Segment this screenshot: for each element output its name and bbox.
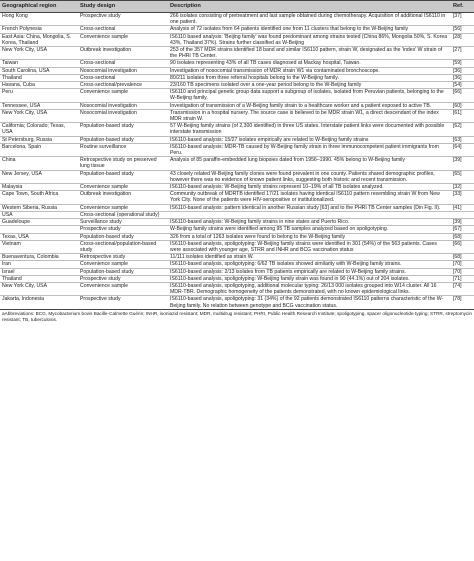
cell-description: Investigation of transmission of a W-Beijing family strain to a healthcare worker and a patient exposed to active TB. <box>168 102 451 109</box>
cell-study-design: Cross-sectional (operational study) <box>78 211 168 218</box>
cell-region: Israel <box>0 268 78 275</box>
cell-ref <box>451 211 474 218</box>
cell-region: Cape Town, South Africa <box>0 191 78 204</box>
cell-ref: [28] <box>451 33 474 46</box>
table-row <box>0 157 474 170</box>
table-row <box>0 282 474 295</box>
table-row <box>0 219 474 226</box>
cell-region: New York City, USA <box>0 282 78 295</box>
cell-description: IS6110-based analysis, spoligotyping: 31 (34%) of the 92 patients demonstrated IS6110 patterns characteristic of the W-Beijing family. No relation between genotype and BCG vaccination status. <box>168 296 451 309</box>
cell-ref: [39] <box>451 157 474 170</box>
cell-description: 43 closely related W-Beijing family clones were found prevalent in one county. Patients shared demographic profiles, however there was no evidence of known patient links, suggesting both historic and recent transmission. <box>168 170 451 183</box>
cell-ref: [68] <box>451 254 474 261</box>
cell-study-design: Convenience sample <box>78 33 168 46</box>
cell-region: Peru <box>0 89 78 102</box>
table-row <box>0 191 474 204</box>
cell-region: China <box>0 157 78 170</box>
table-row <box>0 275 474 282</box>
cell-description: 80/211 isolates from three referral hospitals belong to the W-Beijing family. <box>168 74 451 81</box>
cell-region: Thailand <box>0 275 78 282</box>
cell-ref: [62] <box>451 123 474 136</box>
cell-ref: [56] <box>451 26 474 33</box>
cell-study-design: Cross-sectional/population-based study <box>78 240 168 253</box>
table-row <box>0 184 474 191</box>
cell-description: Investigation of nosocomial transmission of MDR strain W1 via contaminated bronchoscope. <box>168 67 451 74</box>
cell-description: Analysis of 85 paraffin-embedded lung biopsies dated from 1956–1990. 45% belong to W-Beijing family <box>168 157 451 170</box>
cell-region: Taiwan <box>0 60 78 67</box>
cell-description: IS6110-based analysis: W-Beijing family strains represent 10–19% of all TB isolates analyzed. <box>168 184 451 191</box>
table-row <box>0 268 474 275</box>
cell-study-design: Convenience sample <box>78 204 168 211</box>
cell-description: Analysis of 72 isolates from 64 patients identified one from 11 clusters that belong to the W-Beijing family <box>168 26 451 33</box>
table-row <box>0 60 474 67</box>
cell-ref: [68] <box>451 233 474 240</box>
cell-ref: [71] <box>451 275 474 282</box>
cell-region: Buenaventura, Colombia <box>0 254 78 261</box>
cell-ref: [74] <box>451 282 474 295</box>
header-description: Description <box>168 1 451 13</box>
table-row <box>0 226 474 233</box>
table-row <box>0 254 474 261</box>
cell-ref: [78] <box>451 296 474 309</box>
cell-ref: [41] <box>451 204 474 211</box>
cell-study-design: Routine surveillance <box>78 143 168 156</box>
cell-description: IS6110-based analysis: MDR-TB caused by W-Beijing family strain in three immunocompetent patient immigrants from Peru. <box>168 143 451 156</box>
cell-region: French Polynesia <box>0 26 78 33</box>
table-row <box>0 211 474 218</box>
cell-study-design: Retrospective study on preserved lung tissue <box>78 157 168 170</box>
table-row <box>0 170 474 183</box>
cell-region: New Jersey, USA <box>0 170 78 183</box>
cell-description: IS6110-based analysis: W-Beijing family strains in nine states and Puerto Rico. <box>168 219 451 226</box>
cell-description: W-Beijing family strains were identified among 95 TB samples analyzed based on spoligotyping. <box>168 226 451 233</box>
table-row <box>0 136 474 143</box>
cell-study-design: Convenience sample <box>78 261 168 268</box>
cell-ref: [70] <box>451 268 474 275</box>
cell-ref: [63] <box>451 136 474 143</box>
table-row <box>0 47 474 60</box>
table-row <box>0 109 474 122</box>
cell-description: 57 W-Beijing family strains (of 2,300 identified) in three US states. Interstate patient links were documented with possible interstate transmission <box>168 123 451 136</box>
header-study-design: Study design <box>78 1 168 13</box>
cell-description: 326 from a total of 1263 isolates were found to belong to the W-Beijing family <box>168 233 451 240</box>
cell-description: 253 of the 357 MDR strains identified 18 band and similar IS6110 pattern, strain W, designated as the 'index' W strain of the PHRI TB Center. <box>168 47 451 60</box>
cell-description <box>168 211 451 218</box>
header-ref: Ref. <box>451 1 474 13</box>
cell-region <box>0 226 78 233</box>
cell-study-design: Surveillance study <box>78 219 168 226</box>
cell-ref: [54] <box>451 82 474 89</box>
cell-region: Thailand <box>0 74 78 81</box>
cell-region: New York City, USA <box>0 47 78 60</box>
cell-ref: [66] <box>451 240 474 253</box>
cell-ref: [61] <box>451 109 474 122</box>
cell-ref: [64] <box>451 143 474 156</box>
cell-study-design: Population-based study <box>78 268 168 275</box>
cell-study-design: Cross-sectional <box>78 74 168 81</box>
cell-region: East Asia: China, Mongolia, S. Korea, Thailand <box>0 33 78 46</box>
table-body <box>0 13 474 310</box>
cell-description: IS6110-based analysis, spoligotyping: 6/62 TB isolates showed similarity with W-Beijing family strains. <box>168 261 451 268</box>
table-row <box>0 261 474 268</box>
cell-description: 23/160 TB specimens isolated over a one-year period belong to the W-Beijing family <box>168 82 451 89</box>
cell-study-design: Outbreak investigation <box>78 47 168 60</box>
table-row <box>0 67 474 74</box>
cell-description: IS6110-based analysis, spoligotyping: W-Beijing family strain was found in 90 (44.1%) out of 204 isolates. <box>168 275 451 282</box>
cell-description: 266 isolates consisting of pretreatment and last sample obtained during chemotherapy. Acquisition of additional IS6110 in one patient. <box>168 13 451 26</box>
cell-study-design: Prospective study <box>78 13 168 26</box>
table-row <box>0 26 474 33</box>
table-row <box>0 89 474 102</box>
cell-study-design: Convenience sample <box>78 89 168 102</box>
cell-region: USA <box>0 211 78 218</box>
table-row <box>0 123 474 136</box>
cell-description: IS6110-based analysis: pattern identical in another Russian study [63] and to the PHRI TB Center samples (Din Fig. II). <box>168 204 451 211</box>
table-row <box>0 33 474 46</box>
table-header <box>0 1 474 13</box>
cell-region: California; Colorado; Texas, USA <box>0 123 78 136</box>
cell-region: Havana, Cuba <box>0 82 78 89</box>
cell-study-design: Retrospective study <box>78 254 168 261</box>
cell-description: IS6110 and principal genetic group data support a subgroup of isolates, isolated from Peruvian patients, belonging to the W-Beijing family. <box>168 89 451 102</box>
cell-study-design: Outbreak investigation <box>78 191 168 204</box>
table-row <box>0 233 474 240</box>
cell-ref: [36] <box>451 67 474 74</box>
cell-region: Malaysia <box>0 184 78 191</box>
table-row <box>0 102 474 109</box>
cell-region: Iran <box>0 261 78 268</box>
cell-study-design: Nosocomial investigation <box>78 109 168 122</box>
cell-ref: [65] <box>451 170 474 183</box>
cell-description: IS6110-based analysis: 2/13 isolates from TB patients empirically are related to W-Beijing family strains. <box>168 268 451 275</box>
cell-ref: [60] <box>451 102 474 109</box>
cell-region: Hong Kong <box>0 13 78 26</box>
cell-study-design: Cross-sectional/prevalence <box>78 82 168 89</box>
table-row <box>0 296 474 309</box>
cell-region: St Petersburg, Russia <box>0 136 78 143</box>
cell-study-design: Prospective study <box>78 296 168 309</box>
cell-ref: [33] <box>451 191 474 204</box>
table-row <box>0 82 474 89</box>
cell-ref: [66] <box>451 89 474 102</box>
table-footnote: aAbbreviations: BCG, Mycobacterium bovis Bacille-Calmette Guérin; INHR, isoniazid resistant; MDR, multidrug resistant; PHRI, Public Health Research Institute; spoligotyping, spacer oligonucleotide typing; STRR, streptomycin resistant; TB, tuberculosis. <box>2 310 472 322</box>
table-row <box>0 143 474 156</box>
cell-region: Guadeloupe <box>0 219 78 226</box>
cell-study-design: Population-based study <box>78 170 168 183</box>
cell-region: Western Siberia, Russia <box>0 204 78 211</box>
cell-region: Barcelona, Spain <box>0 143 78 156</box>
cell-description: Transmission in a hospital nursery. The source case is believed to be MDR strain W1, a direct descendant of the index MDR strain W. <box>168 109 451 122</box>
cell-study-design: Convenience sample <box>78 184 168 191</box>
header-row <box>0 1 474 13</box>
cell-ref: [27] <box>451 47 474 60</box>
header-region: Geographical region <box>0 1 78 13</box>
table-row <box>0 204 474 211</box>
cell-ref: [32] <box>451 184 474 191</box>
table-row <box>0 74 474 81</box>
cell-region: Tennessee, USA <box>0 102 78 109</box>
cell-study-design: Cross-sectional <box>78 26 168 33</box>
cell-study-design: Population-based study <box>78 136 168 143</box>
table-row <box>0 13 474 26</box>
cell-region: Texas, USA <box>0 233 78 240</box>
cell-ref: [67] <box>451 226 474 233</box>
cell-study-design: Cross-sectional <box>78 60 168 67</box>
cell-study-design: Prospective study <box>78 275 168 282</box>
cell-description: IS6110-based analysis: 15/27 isolates empirically are related to W-Beijing family strains <box>168 136 451 143</box>
cell-description: 11/111 isolates identified as strain W. <box>168 254 451 261</box>
cell-description: IS6110-based analysis, spoligotyping: W-Beijing family strains were identified in 301 (54%) of the 563 patients. Cases were associated with younger age, STRR and INHR and BCG vaccination status <box>168 240 451 253</box>
cell-ref: [36] <box>451 74 474 81</box>
cell-region: Jakarta, Indonesia <box>0 296 78 309</box>
cell-ref: [37] <box>451 13 474 26</box>
cell-ref: [70] <box>451 261 474 268</box>
cell-study-design: Prospective study <box>78 226 168 233</box>
cell-study-design: Population-based study <box>78 123 168 136</box>
cell-description: Community outbreak of MDRTB identified 17/21 isolates having identical IS6110 pattern resembling strain W from New York City. None of the patients were HIV-seropositive or institutionalized. <box>168 191 451 204</box>
cell-study-design: Nosocomial investigation <box>78 67 168 74</box>
table-row <box>0 240 474 253</box>
cell-ref: [59] <box>451 60 474 67</box>
cell-ref: [39] <box>451 219 474 226</box>
cell-description: IS6110-based analysis, spoligotyping, additional molecular typing: 26/13 000 isolates grouped into W14 cluster. All 16 MDR-TBR. Demographic homogeneity of the patients demonstrated, with no known epidemiological links. <box>168 282 451 295</box>
cell-description: 90 isolates representing 43% of all TB cases diagnosed at Mackay hospital, Taiwan. <box>168 60 451 67</box>
cell-region: New York City, USA <box>0 109 78 122</box>
cell-description: IS6110 based analysis: 'Beijing family' was found predominant among strains tested (China 86%, Mongolia 50%, S. Korea 43%, Thailand 37%). Strains further classified as W-Beijing <box>168 33 451 46</box>
cell-study-design: Nosocomial investigation <box>78 102 168 109</box>
cell-region: South Carolina, USA <box>0 67 78 74</box>
cell-study-design: Population-based study <box>78 233 168 240</box>
cell-region: Vietnam <box>0 240 78 253</box>
cell-study-design: Convenience sample <box>78 282 168 295</box>
